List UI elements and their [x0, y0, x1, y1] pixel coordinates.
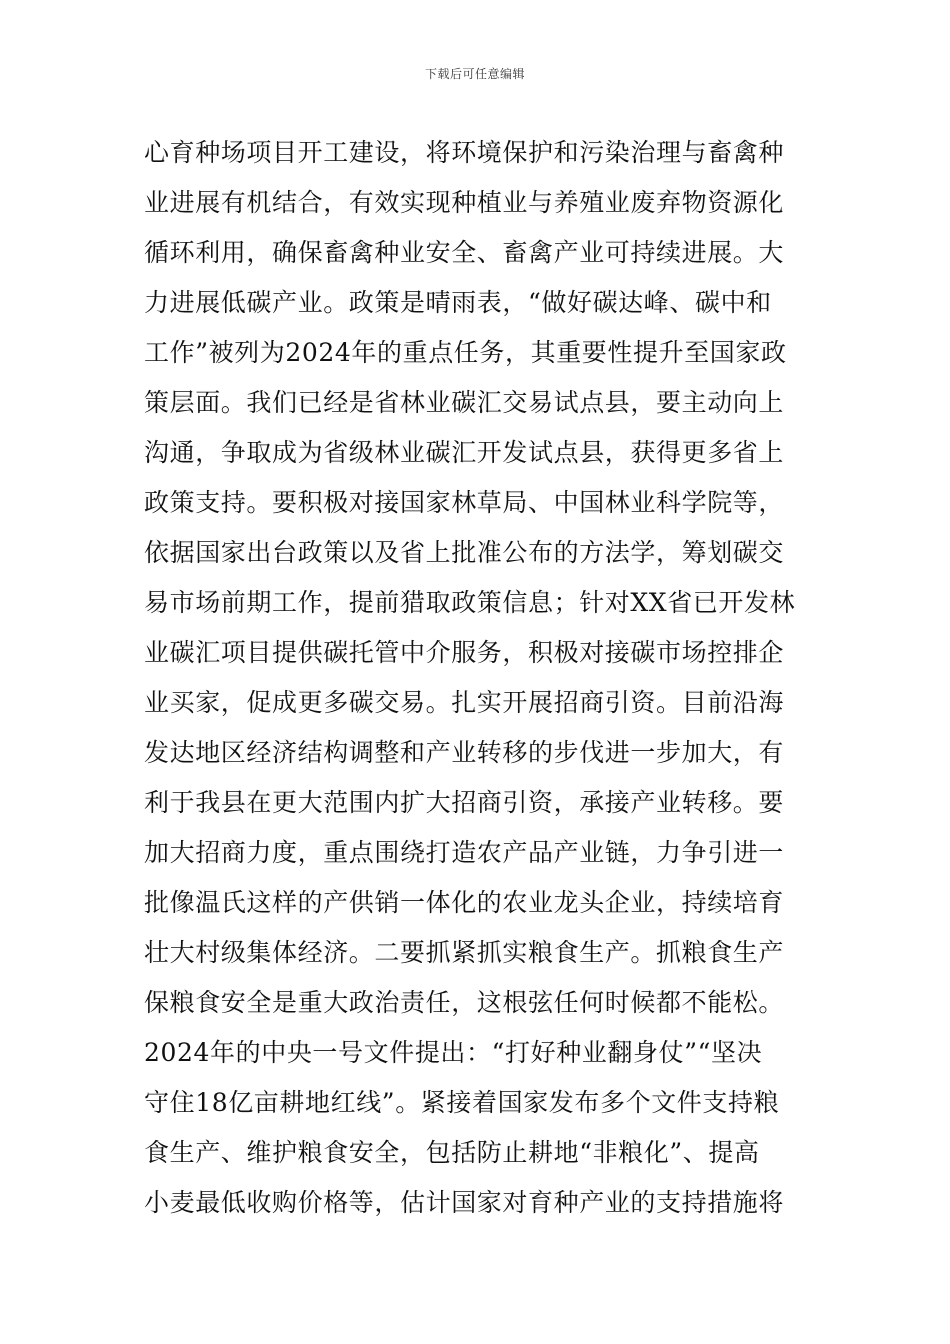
text-line: 壮大村级集体经济。二要抓紧抓实粮食生产。抓粮食生产 — [144, 938, 785, 967]
text-line: 业买家，促成更多碳交易。扎实开展招商引资。目前沿海 — [144, 688, 785, 717]
text-line: 沟通，争取成为省级林业碳汇开发试点县，获得更多省上 — [144, 438, 785, 467]
text-line: 心育种场项目开工建设，将环境保护和污染治理与畜禽种 — [144, 138, 785, 167]
text-line: 工作”被列为2024年的重点任务，其重要性提升至国家政 — [144, 338, 787, 367]
text-line: 利于我县在更大范围内扩大招商引资，承接产业转移。要 — [144, 788, 785, 817]
text-line: 食生产、维护粮食安全，包括防止耕地“非粮化”、提高 — [144, 1138, 760, 1167]
page-header: 下载后可任意编辑 — [424, 67, 525, 81]
text-line: 发达地区经济结构调整和产业转移的步伐进一步加大，有 — [144, 738, 785, 767]
text-line: 力进展低碳产业。政策是晴雨表，“做好碳达峰、碳中和 — [144, 288, 772, 317]
text-line: 政策支持。要积极对接国家林草局、中国林业科学院等， — [144, 488, 785, 517]
text-line: 加大招商力度，重点围绕打造农产品产业链，力争引进一 — [144, 838, 785, 867]
body-paragraph — [144, 128, 824, 1228]
text-line: 小麦最低收购价格等，估计国家对育种产业的支持措施将 — [144, 1188, 785, 1217]
text-line: 策层面。我们已经是省林业碳汇交易试点县，要主动向上 — [144, 388, 785, 417]
text-line: 保粮食安全是重大政治责任，这根弦任何时候都不能松。 — [144, 988, 785, 1017]
text-line: 易市场前期工作，提前猎取政策信息；针对XX省已开发林 — [144, 588, 796, 617]
text-line: 循环利用，确保畜禽种业安全、畜禽产业可持续进展。大 — [144, 238, 785, 267]
text-line: 2024年的中央一号文件提出：“打好种业翻身仗”“坚决 — [144, 1038, 763, 1067]
text-line: 依据国家出台政策以及省上批准公布的方法学，筹划碳交 — [144, 538, 785, 567]
text-line: 批像温氏这样的产供销一体化的农业龙头企业，持续培育 — [144, 888, 785, 917]
text-line: 业碳汇项目提供碳托管中介服务，积极对接碳市场控排企 — [144, 638, 785, 667]
text-line: 守住18亿亩耕地红线”。紧接着国家发布多个文件支持粮 — [144, 1088, 780, 1117]
text-line: 业进展有机结合，有效实现种植业与养殖业废弃物资源化 — [144, 188, 785, 217]
